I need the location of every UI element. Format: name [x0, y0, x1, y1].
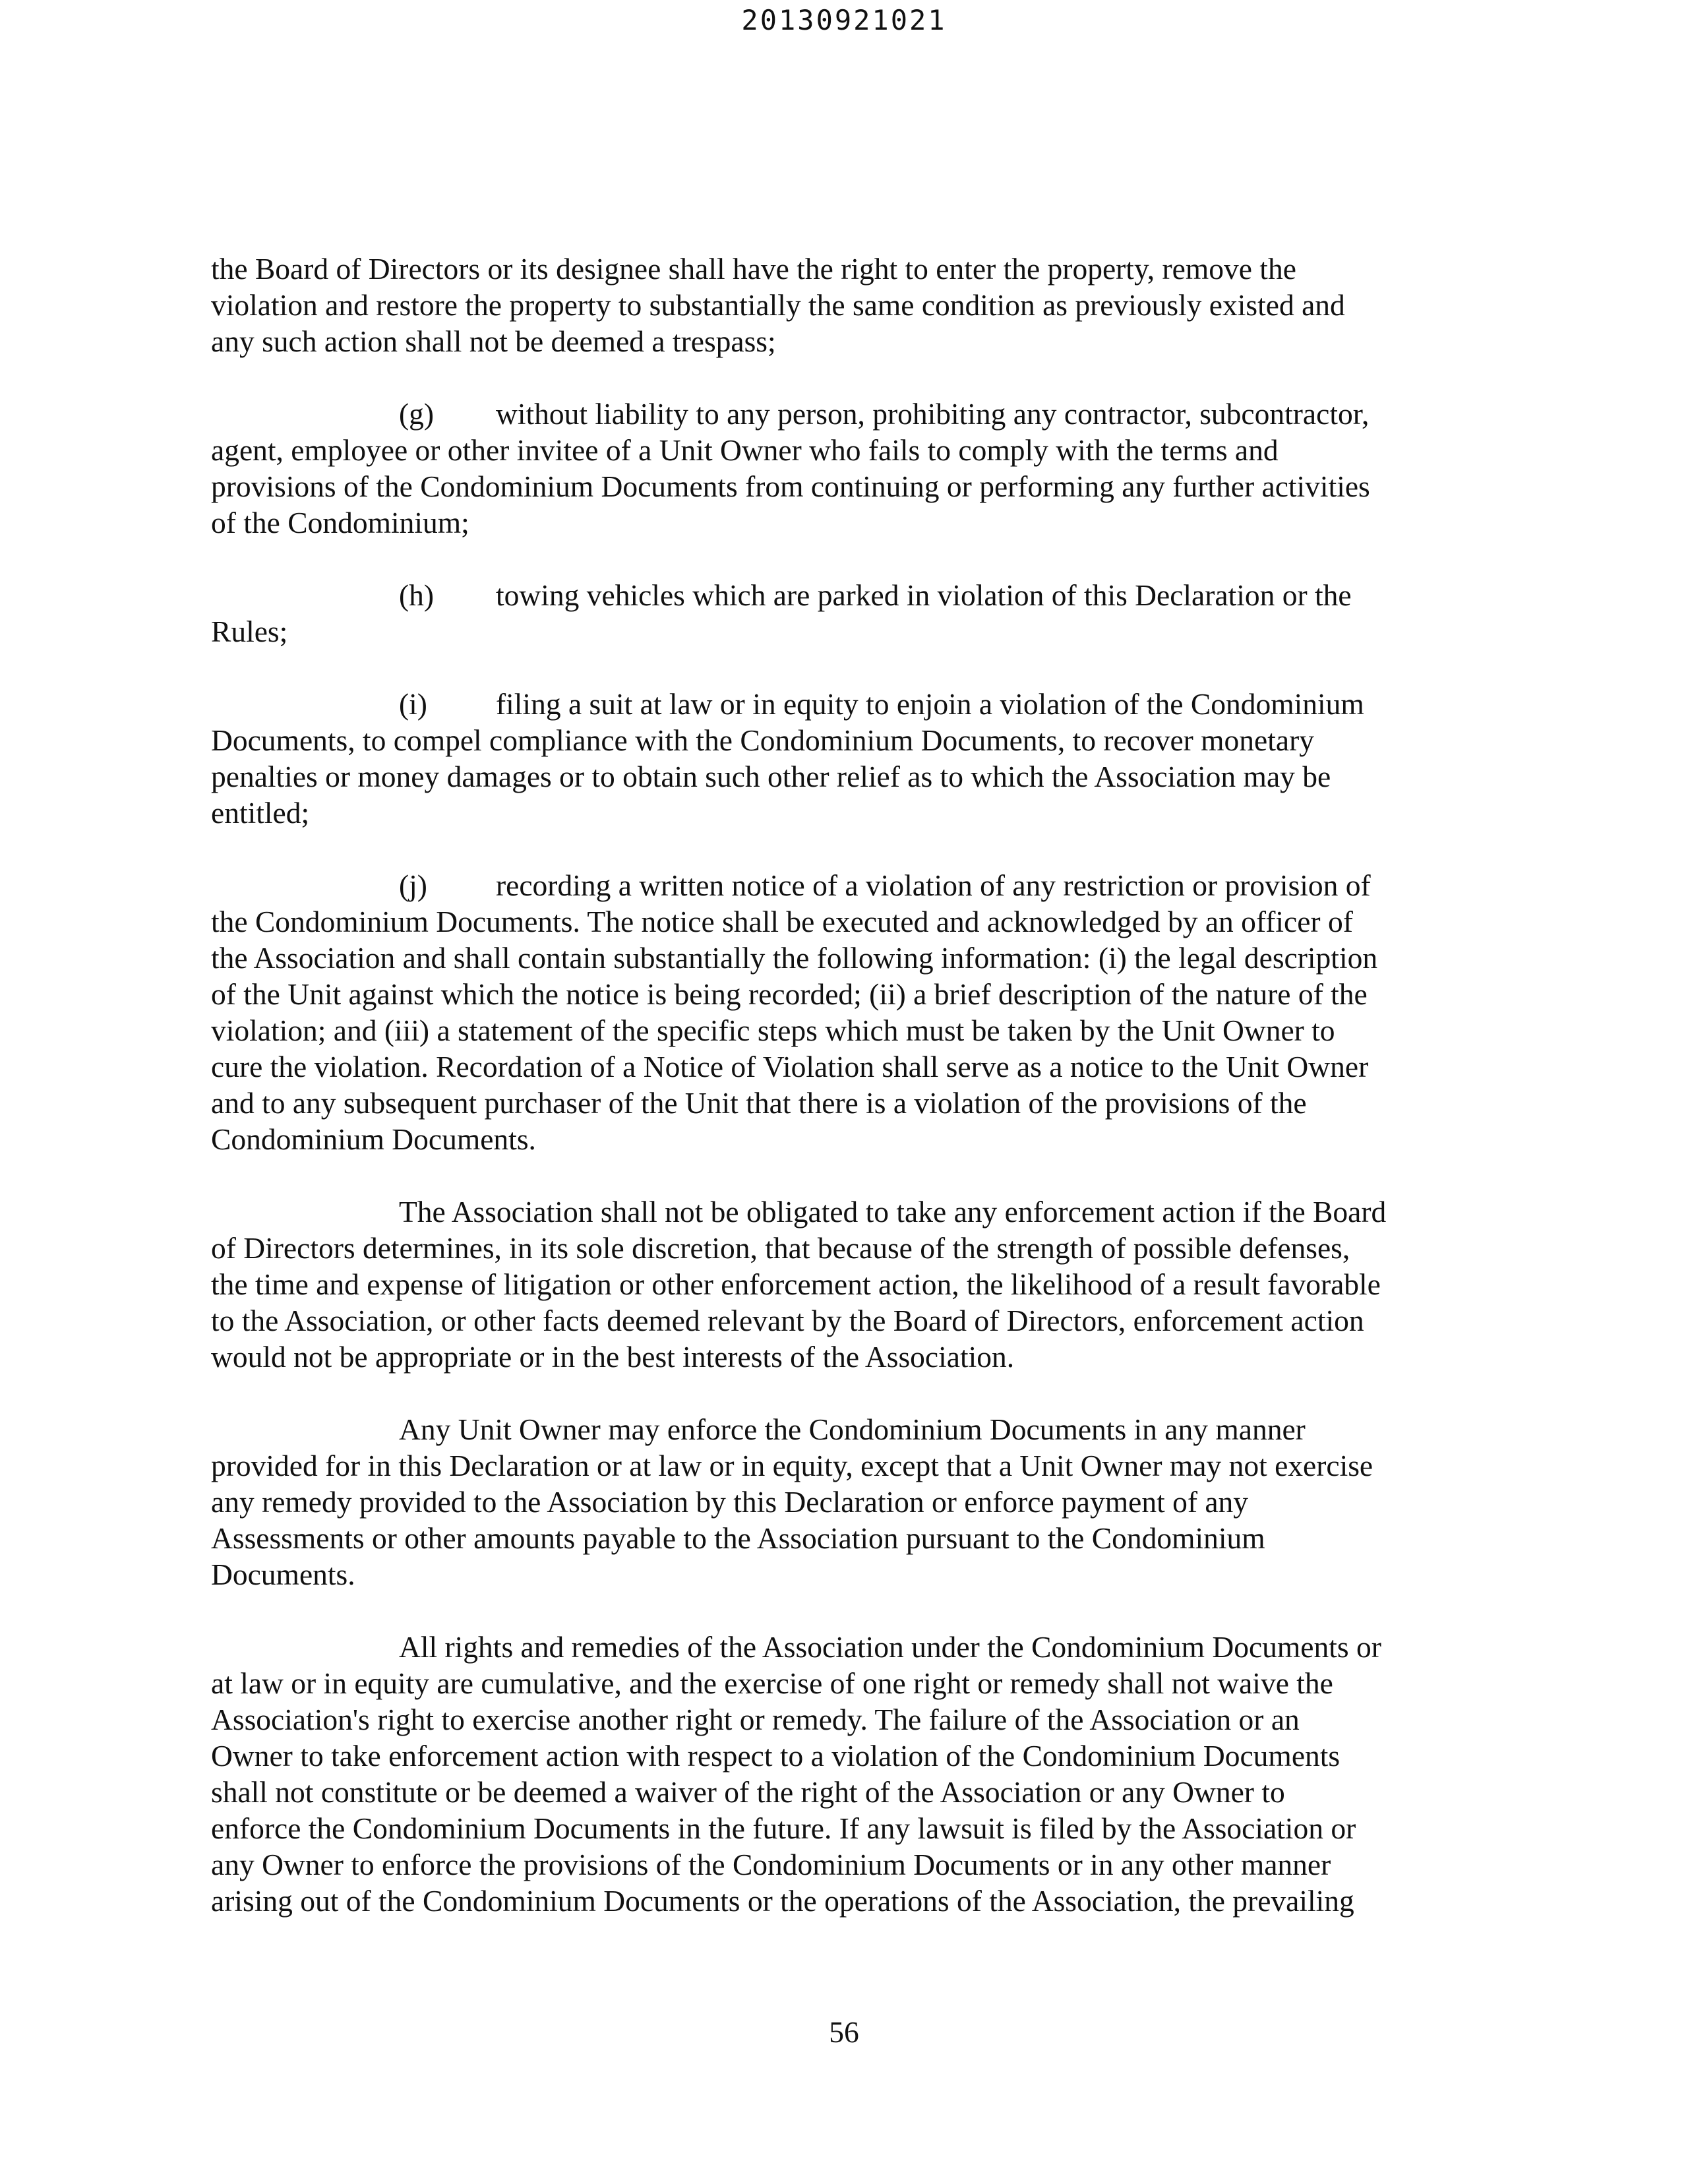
- text-line: without liability to any person, prohibiting any contractor, subcontractor,: [496, 397, 1370, 431]
- text-line: of the Condominium;: [211, 506, 469, 539]
- text-line: and to any subsequent purchaser of the Unit that there is a violation of the provisions of the: [211, 1086, 1307, 1120]
- paragraph-rights-remedies: [211, 1629, 1451, 1919]
- text-line: of Directors determines, in its sole discretion, that because of the strength of possible defenses,: [211, 1231, 1350, 1265]
- text-line: enforce the Condominium Documents in the future. If any lawsuit is filed by the Association or: [211, 1811, 1356, 1845]
- text-line: violation and restore the property to substantially the same condition as previously existed and: [211, 288, 1345, 322]
- text-line: would not be appropriate or in the best interests of the Association.: [211, 1340, 1015, 1374]
- text-line: provided for in this Declaration or at law or in equity, except that a Unit Owner may not exercise: [211, 1449, 1373, 1482]
- text-line: Owner to take enforcement action with respect to a violation of the Condominium Documents: [211, 1739, 1341, 1773]
- text-line: agent, employee or other invitee of a Unit Owner who fails to comply with the terms and: [211, 433, 1279, 467]
- text-line: towing vehicles which are parked in violation of this Declaration or the: [496, 578, 1352, 612]
- clause-label: (g): [399, 397, 435, 431]
- clause-h: [211, 577, 1451, 650]
- text-line: filing a suit at law or in equity to enjoin a violation of the Condominium: [496, 687, 1364, 721]
- text-line: at law or in equity are cumulative, and the exercise of one right or remedy shall not waive the: [211, 1666, 1333, 1700]
- text-line: any remedy provided to the Association by this Declaration or enforce payment of any: [211, 1485, 1249, 1519]
- text-line: Any Unit Owner may enforce the Condominium Documents in any manner: [399, 1412, 1306, 1446]
- text-line: Documents.: [211, 1558, 355, 1591]
- text-line: the Board of Directors or its designee shall have the right to enter the property, remove the: [211, 252, 1296, 286]
- text-line: any such action shall not be deemed a trespass;: [211, 324, 776, 358]
- text-line: of the Unit against which the notice is being recorded; (ii) a brief description of the nature of the: [211, 977, 1368, 1011]
- text-line: Condominium Documents.: [211, 1122, 536, 1156]
- text-line: penalties or money damages or to obtain such other relief as to which the Association may be: [211, 760, 1331, 793]
- clause-label: (i): [399, 687, 427, 721]
- clause-label: (h): [399, 578, 435, 612]
- text-line: the time and expense of litigation or other enforcement action, the likelihood of a result favorable: [211, 1267, 1381, 1301]
- text-line: recording a written notice of a violation of any restriction or provision of: [496, 868, 1371, 902]
- page-number: 56: [829, 2015, 859, 2049]
- clause-first-line: [211, 867, 1451, 903]
- clause-j: [211, 867, 1451, 1157]
- text-line: Assessments or other amounts payable to the Association pursuant to the Condominium: [211, 1521, 1265, 1555]
- clause-first-line: [211, 396, 1451, 432]
- text-line: Documents, to compel compliance with the Condominium Documents, to recover monetary: [211, 723, 1314, 757]
- text-line: All rights and remedies of the Association under the Condominium Documents or: [399, 1630, 1381, 1664]
- clause-i: [211, 686, 1451, 831]
- clause-g: [211, 396, 1451, 541]
- text-line: any Owner to enforce the provisions of the Condominium Documents or in any other manner: [211, 1848, 1331, 1881]
- paragraph-owner-enforcement: [211, 1411, 1451, 1592]
- text-line: cure the violation. Recordation of a Notice of Violation shall serve as a notice to the Unit Owner: [211, 1050, 1369, 1083]
- clause-label: (j): [399, 868, 427, 902]
- text-line: violation; and (iii) a statement of the specific steps which must be taken by the Unit Owner to: [211, 1014, 1335, 1047]
- clause-first-line: [211, 577, 1451, 613]
- text-line: Rules;: [211, 615, 288, 648]
- text-line: The Association shall not be obligated to take any enforcement action if the Board: [399, 1195, 1387, 1228]
- text-line: arising out of the Condominium Documents or the operations of the Association, the prevailing: [211, 1884, 1354, 1918]
- clause-first-line: [211, 686, 1451, 722]
- document-number: 20130921021: [741, 4, 947, 36]
- paragraph-continuation: [211, 251, 1451, 359]
- text-line: the Condominium Documents. The notice shall be executed and acknowledged by an officer of: [211, 905, 1353, 938]
- text-line: Association's right to exercise another right or remedy. The failure of the Association or an: [211, 1703, 1300, 1736]
- text-line: entitled;: [211, 796, 310, 830]
- document-body: [211, 251, 1451, 1955]
- text-line: the Association and shall contain substantially the following information: (i) the legal description: [211, 941, 1378, 975]
- text-line: to the Association, or other facts deemed relevant by the Board of Directors, enforcement action: [211, 1304, 1364, 1337]
- paragraph-association-discretion: [211, 1194, 1451, 1375]
- text-line: provisions of the Condominium Documents from continuing or performing any further activities: [211, 470, 1370, 503]
- text-line: shall not constitute or be deemed a waiver of the right of the Association or any Owner to: [211, 1775, 1285, 1809]
